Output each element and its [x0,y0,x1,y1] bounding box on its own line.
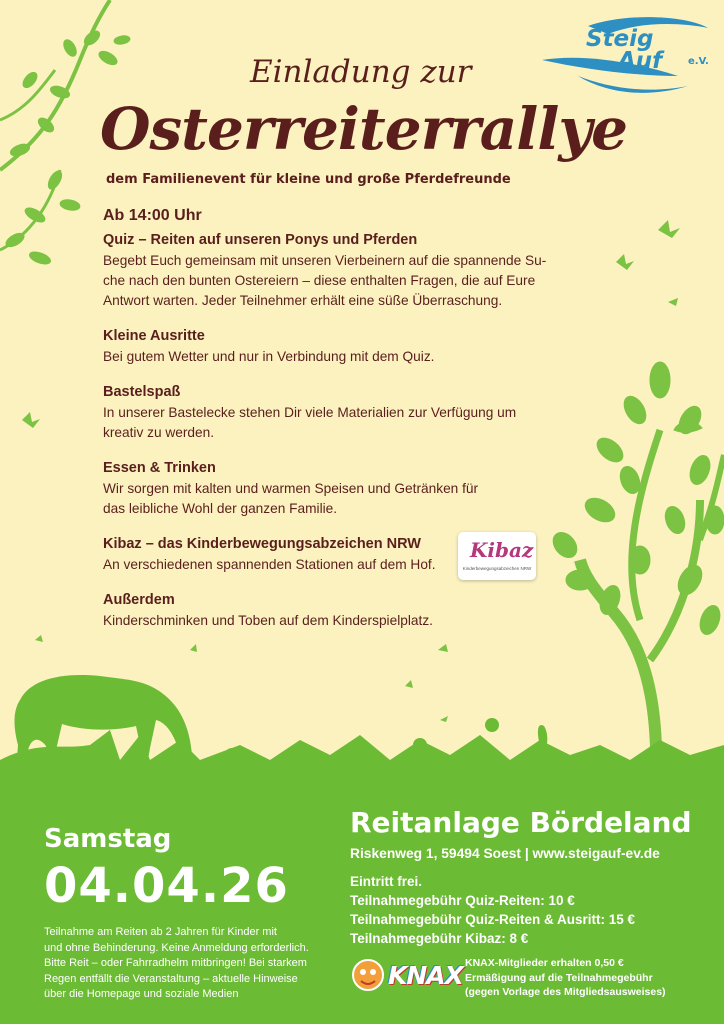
note-line: Bitte Reit – oder Fahrradhelm mitbringen! Bei starkem [44,957,307,969]
section-extras [103,590,583,631]
logo-suffix: e.V. [688,56,709,67]
rabbit-silhouette [520,725,567,790]
section-text [103,251,583,311]
section-rides [103,326,583,367]
fee-line: Teilnahmegebühr Kibaz: 8 € [350,931,529,946]
program [103,207,583,646]
knax-logo [352,955,463,995]
section-line: An verschiedenen spannenden Stationen auf dem Hof. [103,557,436,572]
subheading: dem Familienevent für kleine und große Pferdefreunde [106,172,511,187]
page-title: Osterreiterrallye [100,95,627,163]
section-line: Wir sorgen mit kalten und warmen Speisen und Getränken für [103,481,479,496]
section-line: Begebt Euch gemeinsam mit unseren Vierbeinern auf die spannende Su- [103,253,547,268]
section-title: Quiz – Reiten auf unseren Ponys und Pferden [103,232,418,248]
knax-wordmark: KNAX [388,961,463,990]
section-title: Kleine Ausritte [103,328,205,344]
logo-word-steig: Steig [586,26,654,52]
section-text [103,611,583,631]
section-food [103,458,583,519]
note-line: über die Homepage und soziale Medien [44,988,239,1000]
kibaz-caption: Kinderbewegungsabzeichen NRW [462,566,532,571]
venue-address: Riskenweg 1, 59494 Soest | www.steigauf-ev.de [350,846,660,861]
section-line: Kinderschminken und Toben auf dem Kinderspielplatz. [103,613,433,628]
event-date: 04.04.26 [44,858,289,914]
fee-line: Teilnahmegebühr Quiz-Reiten & Ausritt: 15 € [350,912,636,927]
section-title: Außerdem [103,592,175,608]
fee-line: Teilnahmegebühr Quiz-Reiten: 10 € [350,893,575,908]
steigauf-logo [538,14,714,96]
section-text [103,347,583,367]
fees [350,872,635,948]
section-line: che nach den bunten Ostereiern – diese enthalten Fragen, die auf Eure [103,273,536,288]
venue-name: Reitanlage Bördeland [350,806,692,839]
section-quiz [103,230,583,311]
section-line: das leibliche Wohl der ganzen Familie. [103,501,338,516]
kibaz-badge [458,532,536,580]
note-line: Teilnahme am Reiten ab 2 Jahren für Kinder mit [44,926,277,938]
section-line: Antwort warten. Jeder Teilnehmer erhält eine süße Überraschung. [103,293,503,308]
event-day: Samstag [44,824,172,854]
kibaz-logo: Kibaz [470,538,534,562]
section-line: In unserer Bastelecke stehen Dir viele Materialien zur Verfügung um [103,405,517,420]
knax-discount [465,956,666,1000]
logo-word-auf: Auf [618,48,663,74]
knax-line: Ermäßigung auf die Teilnahmegebühr [465,971,653,984]
section-title: Bastelspaß [103,384,181,400]
section-line: kreativ zu werden. [103,425,215,440]
heading-invitation: Einladung zur [250,54,472,90]
section-title: Kibaz – das Kinderbewegungsabzeichen NRW [103,536,421,552]
section-text [103,403,583,443]
note-line: und ohne Behinderung. Keine Anmeldung erforderlich. [44,941,309,954]
fee-line: Eintritt frei. [350,874,423,889]
participation-note [44,925,334,1003]
knax-line: (gegen Vorlage des Mitgliedsausweises) [465,986,666,998]
section-title: Essen & Trinken [103,460,216,476]
section-crafts [103,382,583,443]
section-line: Bei gutem Wetter und nur in Verbindung mit dem Quiz. [103,349,435,364]
note-line: Regen entfällt die Veranstaltung – aktuelle Hinweise [44,972,298,985]
start-time: Ab 14:00 Uhr [103,207,202,224]
knax-line: KNAX-Mitglieder erhalten 0,50 € [465,957,624,969]
section-text [103,479,583,519]
